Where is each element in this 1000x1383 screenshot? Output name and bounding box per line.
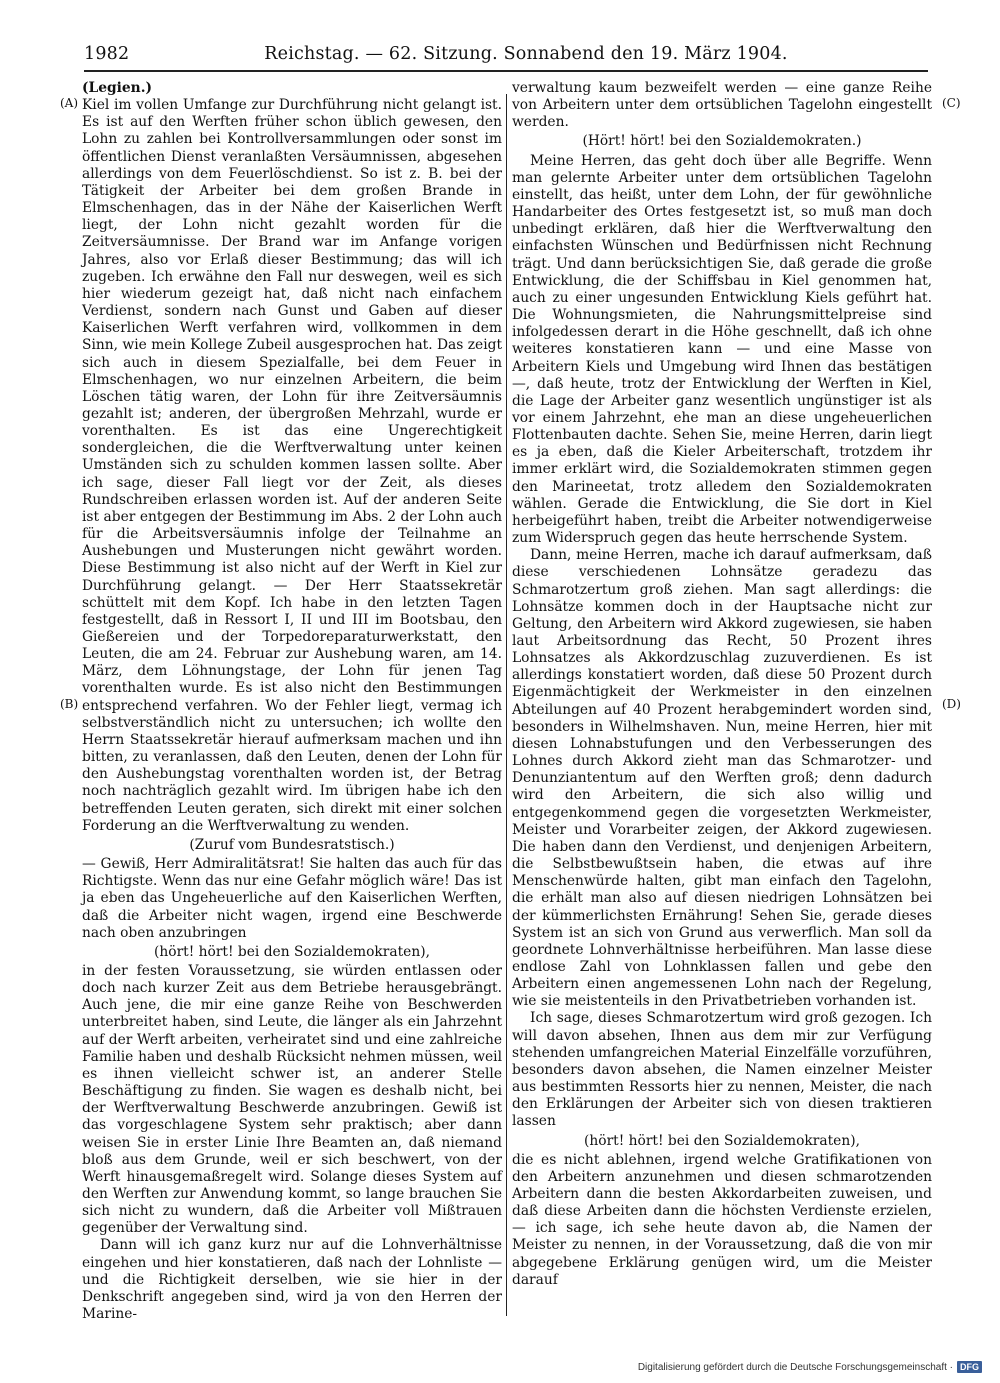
paragraph: Dann will ich ganz kurz nur auf die Lohnverhältnisse eingehen und hier konstatieren, daß nach der Lohnliste — und die Richtigkeit derselben, wie sie hier in der Denkschrift angegeben sind, wird ja von den Herren der Marine-	[82, 1237, 502, 1323]
paragraph: Dann, meine Herren, mache ich darauf aufmerksam, daß diese verschiedenen Lohnsätze geradezu das Schmarotzertum groß ziehen. Man sagt allerdings: die Lohnsätze kommen doch in der Hauptsache nicht zur Geltung, den Arbeitern wird Akkord zugewiesen, sie haben laut Arbeitsordnung das Recht, 50 Prozent ihres Lohnsatzes als Akkordzuschlag zuzuverdienen. Es ist allerdings konstatiert worden, daß diese 50 Prozent durch Eigenmächtigkeit der Werkmeister in den einzelnen Abteilungen auf 40 Prozent herabgemindert worden sind, besonders in Wilhelmshaven. Nun, meine Herren, hier mit diesen Lohnabstufungen und den Verbesserungen des Lohnes durch Akkord zieht man das Schmarotzer- und Denunziantentum auf den Werften groß; denn dadurch wird den Arbeitern, die sich also willig und entgegenkommend gegen die vorgesetzten Werkmeister, Meister und Vorarbeiter zeigen, der Akkord zugewiesen. Die haben dann den Verdienst, und denjenigen Arbeitern, die Selbstbewußtsein haben, die etwas auf ihre Menschenwürde halten, gibt man einfach den Tagelohn, die erhält man also auf diesen niedrigen Lohnsätzen bei der kümmerlichsten Ernährung! Sehen Sie, gerade dieses System ist an sich von Grund aus verwerflich. Man soll da geordnete Lohnverhältnisse herbeiführen. Man lasse diese endlose Zahl von Lohnklassen fallen und gebe den Arbeitern einen angemessenen Lohn nach der Regelung, wie sie meistenteils in den Privatbetrieben vorhanden ist.	[512, 547, 932, 1010]
paragraph: Meine Herren, das geht doch über alle Begriffe. Wenn man gelernte Arbeiter unter dem ortsüblichen Tagelohn einstellt, das heißt, unter dem Lohn, der für gewöhnliche Handarbeiter des Ortes festgesetzt ist, so muß man doch unbedingt erklären, daß hier die Werftverwaltung den einfachsten Wünschen und Bedürfnissen nicht Rechnung trägt. Und dann berücksichtigen Sie, daß gerade die große Entwicklung, die der Schiffsbau in Kiel genommen hat, auch zu einer ungesunden Entwicklung Kiels geführt hat. Die Wohnungsmieten, die Nahrungsmittelpreise sind infolgedessen derart in die Höhe geschnellt, daß ich ohne weiteres konstatieren kann — und eine Masse von Arbeitern Kiels und Umgebung wird Ihnen das bestätigen —, daß heute, trotz der Entwicklung der Werften in Kiel, die Lage der Arbeiter ganz wesentlich ungünstiger ist als vor einem Jahrzehnt, ehe man an diese ungeheuerlichen Flottenbauten dachte. Sehen Sie, meine Herren, darin liegt es ja eben, daß die Kieler Arbeiterschaft, trotzdem ihr immer erklärt wird, die Sozialdemokraten stimmen gegen den Marineetat, trotz alledem den Sozialdemokraten wählen. Gerade die Entwicklung, die Sie dort in Kiel herbeigeführt haben, treibt die Arbeiter notwendigerweise zum Widerspruch gegen das heute herrschende System.	[512, 152, 932, 547]
interjection: (hört! hört! bei den Sozialdemokraten),	[584, 1132, 860, 1149]
left-column	[82, 80, 502, 1323]
page-header	[84, 44, 928, 72]
margin-marker-a: (A)	[60, 96, 79, 110]
paragraph: in der festen Voraussetzung, sie würden entlassen oder doch nach kurzer Zeit aus dem Betriebe herausgebrängt. Auch jene, die mir eine ganze Reihe von Beschwerden unterbreitet haben, sind Leute, die länger als ein Jahrzehnt auf der Werft arbeiten, verheiratet sind und eine zahlreiche Familie haben und deshalb Rücksicht nehmen müssen, weil es ihnen vielleicht schwer ist, an anderer Stelle Beschäftigung zu finden. Sie wagen es deshalb nicht, bei der Werftverwaltung Beschwerde anzubringen. Gewiß ist das vorgeschlagene System sehr praktisch; aber dann weisen Sie in erster Linie Ihre Beamten an, daß niemand bloß aus dem Grunde, weil er sich beschwert, von der Werft hinausgemaßregelt wird. Solange dieses System auf den Werften zur Anwendung kommt, so lange brauchen Sie sich nicht zu wundern, daß die Arbeiter voll Mißtrauen gegenüber der Verwaltung sind.	[82, 962, 502, 1237]
digitization-credit	[638, 1361, 982, 1373]
margin-marker-b: (B)	[60, 697, 79, 711]
column-separator	[506, 94, 507, 1316]
credit-text: Digitalisierung gefördert durch die Deutsche Forschungsgemeinschaft ·	[637, 1361, 953, 1373]
running-title: Reichstag. — 62. Sitzung. Sonnabend den 19. März 1904.	[264, 44, 788, 64]
header-rule	[84, 70, 928, 72]
speaker-label: (Legien.)	[82, 80, 153, 96]
page-number: 1982	[84, 44, 130, 64]
paragraph: Ich sage, dieses Schmarotzertum wird groß gezogen. Ich will davon absehen, Ihnen aus dem mir zur Verfügung stehenden umfangreichen Material Einzelfälle vorzuführen, besonders davon absehen, die Namen einzelner Meister aus bestimmten Ressorts hier zu nennen, Meister, die nach den Erklärungen der Arbeiter sich von diesen traktieren lassen	[512, 1010, 932, 1130]
margin-marker-d: (D)	[942, 697, 961, 711]
paragraph: die es nicht ablehnen, irgend welche Gratifikationen von den Arbeitern anzunehmen und diesen schmarotzenden Arbeitern dann die besten Akkordarbeiten zuweisen, und daß diese Arbeiten dann die höchsten Verdienste erzielen, — ich sage, ich sehe heute davon ab, die Namen der Meister zu nennen, in der Voraussetzung, daß die von mir abgegebene Erklärung genügen wird, um die Meister darauf	[512, 1151, 932, 1288]
interjection: (Zuruf vom Bundesratstisch.)	[189, 836, 395, 853]
interjection: (hört! hört! bei den Sozialdemokraten),	[154, 943, 430, 960]
paragraph: — Gewiß, Herr Admiralitätsrat! Sie halten das auch für das Richtigste. Wenn das nur eine Gefahr möglich wäre! Das ist ja eben das Ungeheuerliche auf den Kaiserlichen Werften, daß die Arbeiter nicht wagen, irgend eine Beschwerde nach oben anzubringen	[82, 856, 502, 941]
dfg-logo-icon: DFG	[957, 1361, 982, 1373]
right-column	[512, 80, 932, 1289]
paragraph: verwaltung kaum bezweifelt werden — eine ganze Reihe von Arbeitern unter dem ortsüblichen Tagelohn eingestellt werden.	[512, 80, 932, 131]
paragraph: Kiel im vollen Umfange zur Durchführung nicht gelangt ist. Es ist auf den Werften früher schon üblich gewesen, den Lohn zu zahlen bei Kontrollversammlungen oder sonst im öffentlichen Dienst veranlaßten Versäumnissen, abgesehen allerdings von dem Feuerlöschdienst. So ist z. B. bei der Tätigkeit der Arbeiter bei dem großen Brande in Elmschenhagen, das in der Nähe der Kaiserlichen Werft liegt, der Lohn nicht gezahlt worden für die Zeitversäumnisse. Der Brand war im Anfange vorigen Jahres, also vor Erlaß dieser Bestimmung; das will ich zugeben. Ich erwähne den Fall nur deswegen, weil es sich hier wiederum gezeigt hat, daß nicht nach einfachem Verdienst, sondern nach Gunst und Gaben auf dieser Kaiserlichen Werft verfahren wird, vollkommen in dem Sinn, wie mein Kollege Zubeil ausgesprochen hat. Das zeigt sich auch in diesem Spezialfalle, bei dem Feuer in Elmschenhagen, wo nur einzelnen Arbeitern, die beim Löschen tätig waren, der Lohn für ihre Zeitversäumnis gezahlt ist; anderen, der übergroßen Mehrzahl, wurde er vorenthalten. Es ist das eine Ungerechtigkeit sondergleichen, die die Werftverwaltung unter keinen Umständen sich zu schulden kommen lassen sollte. Aber ich sage, dieser Fall liegt vor der Zeit, als dieses Rundschreiben erlassen worden ist. Auf der anderen Seite ist aber entgegen der Bestimmung im Abs. 2 der Lohn auch für die Arbeitsversäumnis infolge der Teilnahme an Aushebungen und Musterungen nicht gewährt worden. Diese Bestimmung ist also nicht auf der Werft in Kiel zur Durchführung gelangt. — Der Herr Staatssekretär schüttelt mit dem Kopf. Ich habe in den letzten Tagen festgestellt, daß in Ressort I, II und III im Bootsbau, den Gießereien und der Torpedoreparaturwerkstatt, den Leuten, die am 24. Februar zur Aushebung waren, am 14. März, dem Löhnungstage, der Lohn für jenen Tag vorenthalten wurde. Es ist also nicht den Bestimmungen entsprechend verfahren. Wo der Fehler liegt, vermag ich selbstverständlich nicht zu untersuchen; ich wollte den Herrn Staatssekretär hierauf aufmerksam machen und ihn bitten, zu veranlassen, daß den Leuten, denen der Lohn für den Aushebungstag vorenthalten worden ist, der Betrag noch nachträglich gezahlt wird. Im übrigen habe ich den betreffenden Leuten geraten, sich direkt mit einer solchen Forderung an die Werftverwaltung zu wenden.	[82, 97, 502, 834]
interjection: (Hört! hört! bei den Sozialdemokraten.)	[582, 133, 862, 150]
margin-marker-c: (C)	[942, 96, 961, 110]
